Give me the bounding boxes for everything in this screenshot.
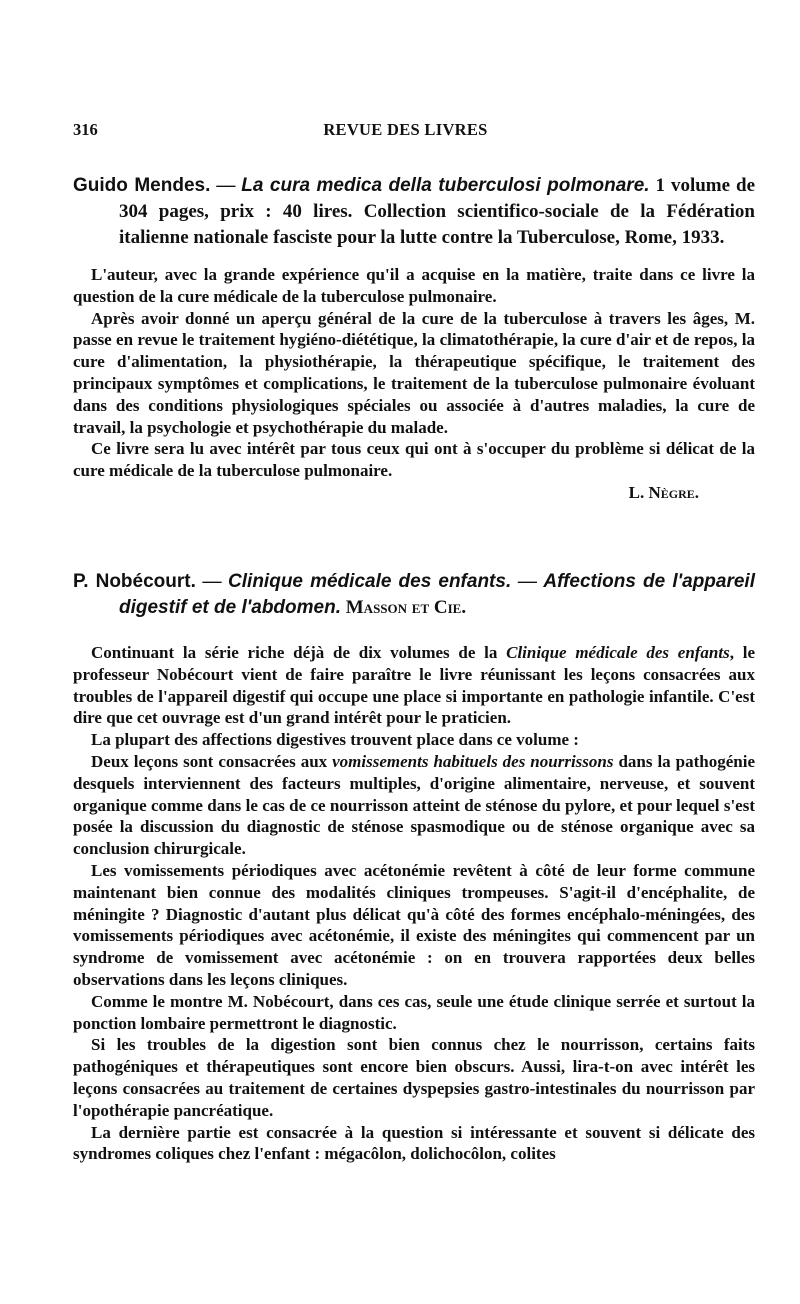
reviewer-signature: L. Nègre. [628, 482, 699, 502]
review-body [73, 264, 755, 504]
paragraph: L'auteur, avec la grande expérience qu'il a acquise en la matière, traite dans ce livre la question de la cure médicale de la tuberculose pulmonaire. [73, 265, 755, 306]
review-work-title: La cura medica della tuberculosi polmonare. [241, 175, 650, 196]
review-author: P. Nobécourt. [73, 571, 196, 592]
paragraph-text: Continuant la série riche déjà de dix volumes de la [91, 643, 507, 662]
review-body [73, 642, 755, 1165]
paragraph: Si les troubles de la digestion sont bien connus chez le nourrisson, certains faits pathogéniques et thérapeutiques sont encore bien obscurs. Aussi, lira-t-on avec intérêt les leçons consacrées au traitement de certaines dyspepsies gastro-intestinales du nourrisson par l'opothérapie pancréatique. [73, 1035, 755, 1120]
review-work-title: Clinique médicale des enfants. [228, 571, 512, 592]
review-heading [73, 173, 755, 251]
title-dash: — [195, 571, 229, 592]
book-title-italic: Clinique médicale des enfants [506, 643, 730, 662]
paragraph [73, 642, 755, 729]
title-dash: — [511, 571, 544, 592]
review-nobecourt [73, 569, 755, 1165]
paragraph [73, 438, 755, 482]
paragraph-text: , le professeur Nobécourt vient de faire paraître le livre réunissant les leçons consacrées aux troubles de l'appareil digestif qui occupe une place si importante en pathologie infantile. C'est dire que cet ouvrage est d'un grand intérêt pour le praticien. [73, 643, 755, 728]
paragraph: Après avoir donné un aperçu général de la cure de la tuberculose à travers les âges, M. passe en revue le traitement hygiéno-diététique, la climatothérapie, la cure d'air et de repos, la cure d'alimentation, la physiothérapie, la thérapeutique spécifique, le traitement des principaux symptômes et complications, le traitement de la tuberculose pulmonaire évoluant dans des conditions physiologiques spéciales ou associée à d'autres maladies, la cure de travail, la psychologie et psychothérapie du malade. [73, 308, 755, 437]
review-publisher: Masson et Cie. [345, 597, 467, 618]
paragraph-text: dans la pathogénie desquels interviennent des facteurs multiples, d'origine alimentaire, nerveuse, et souvent organique comme dans le cas de ce nourrisson atteint de sténose du pylore, et pour lequel s'est posée la discussion du diagnostic de sténose spasmodique ou de sténose organique avec sa conclusion chirurgicale. [73, 751, 755, 859]
page-number: 316 [73, 120, 98, 139]
page-header [73, 120, 738, 144]
paragraph: La dernière partie est consacrée à la question si intéressante et souvent si délicate des syndromes coliques chez l'enfant : mégacôlon, dolichocôlon, colites [73, 1122, 755, 1164]
paragraph-text: Ce livre sera lu avec intérêt par tous ceux qui ont à s'occuper du problème si délicat de la cure médicale de la tuberculose pulmonaire. [73, 439, 755, 481]
signature-line [73, 482, 755, 504]
paragraph-text: Deux leçons sont consacrées aux [91, 751, 333, 771]
review-heading [73, 569, 755, 621]
paragraph: Les vomissements périodiques avec acétonémie revêtent à côté de leur forme commune maintenant bien connue des modalités cliniques trompeuses. S'agit-il d'encéphalite, de méningite ? Diagnostic d'autant plus délicat qu'à côté des formes encéphalo-méningées, des vomissements périodiques avec acétonémie, il existe des méningites qui commencent par un syndrome de vomissement avec acétonémie : on en trouvera rapportées deux belles observations dans les leçons cliniques. [73, 860, 755, 989]
paragraph: Comme le montre M. Nobécourt, dans ces cas, seule une étude clinique serrée et surtout la ponction lombaire permettront le diagnostic. [73, 991, 755, 1033]
running-title: REVUE DES LIVRES [323, 120, 488, 139]
review-author: Guido Mendes. [73, 175, 211, 196]
title-dash: — [210, 175, 242, 196]
paragraph [73, 751, 755, 860]
paragraph: La plupart des affections digestives trouvent place dans ce volume : [91, 730, 579, 750]
review-mendes [73, 173, 755, 504]
emphasis-italic: vomissements habituels des nourrissons [332, 751, 614, 771]
review-work-subtitle: Affections de l'appareil digestif et de l'abdomen. [119, 571, 755, 618]
review-citation: 1 volume de 304 pages, prix : 40 lires. Collection scientifico-sociale de la Fédération italienne nationale fasciste pour la lutte contre la Tuberculose, Rome, 1933. [119, 175, 755, 248]
